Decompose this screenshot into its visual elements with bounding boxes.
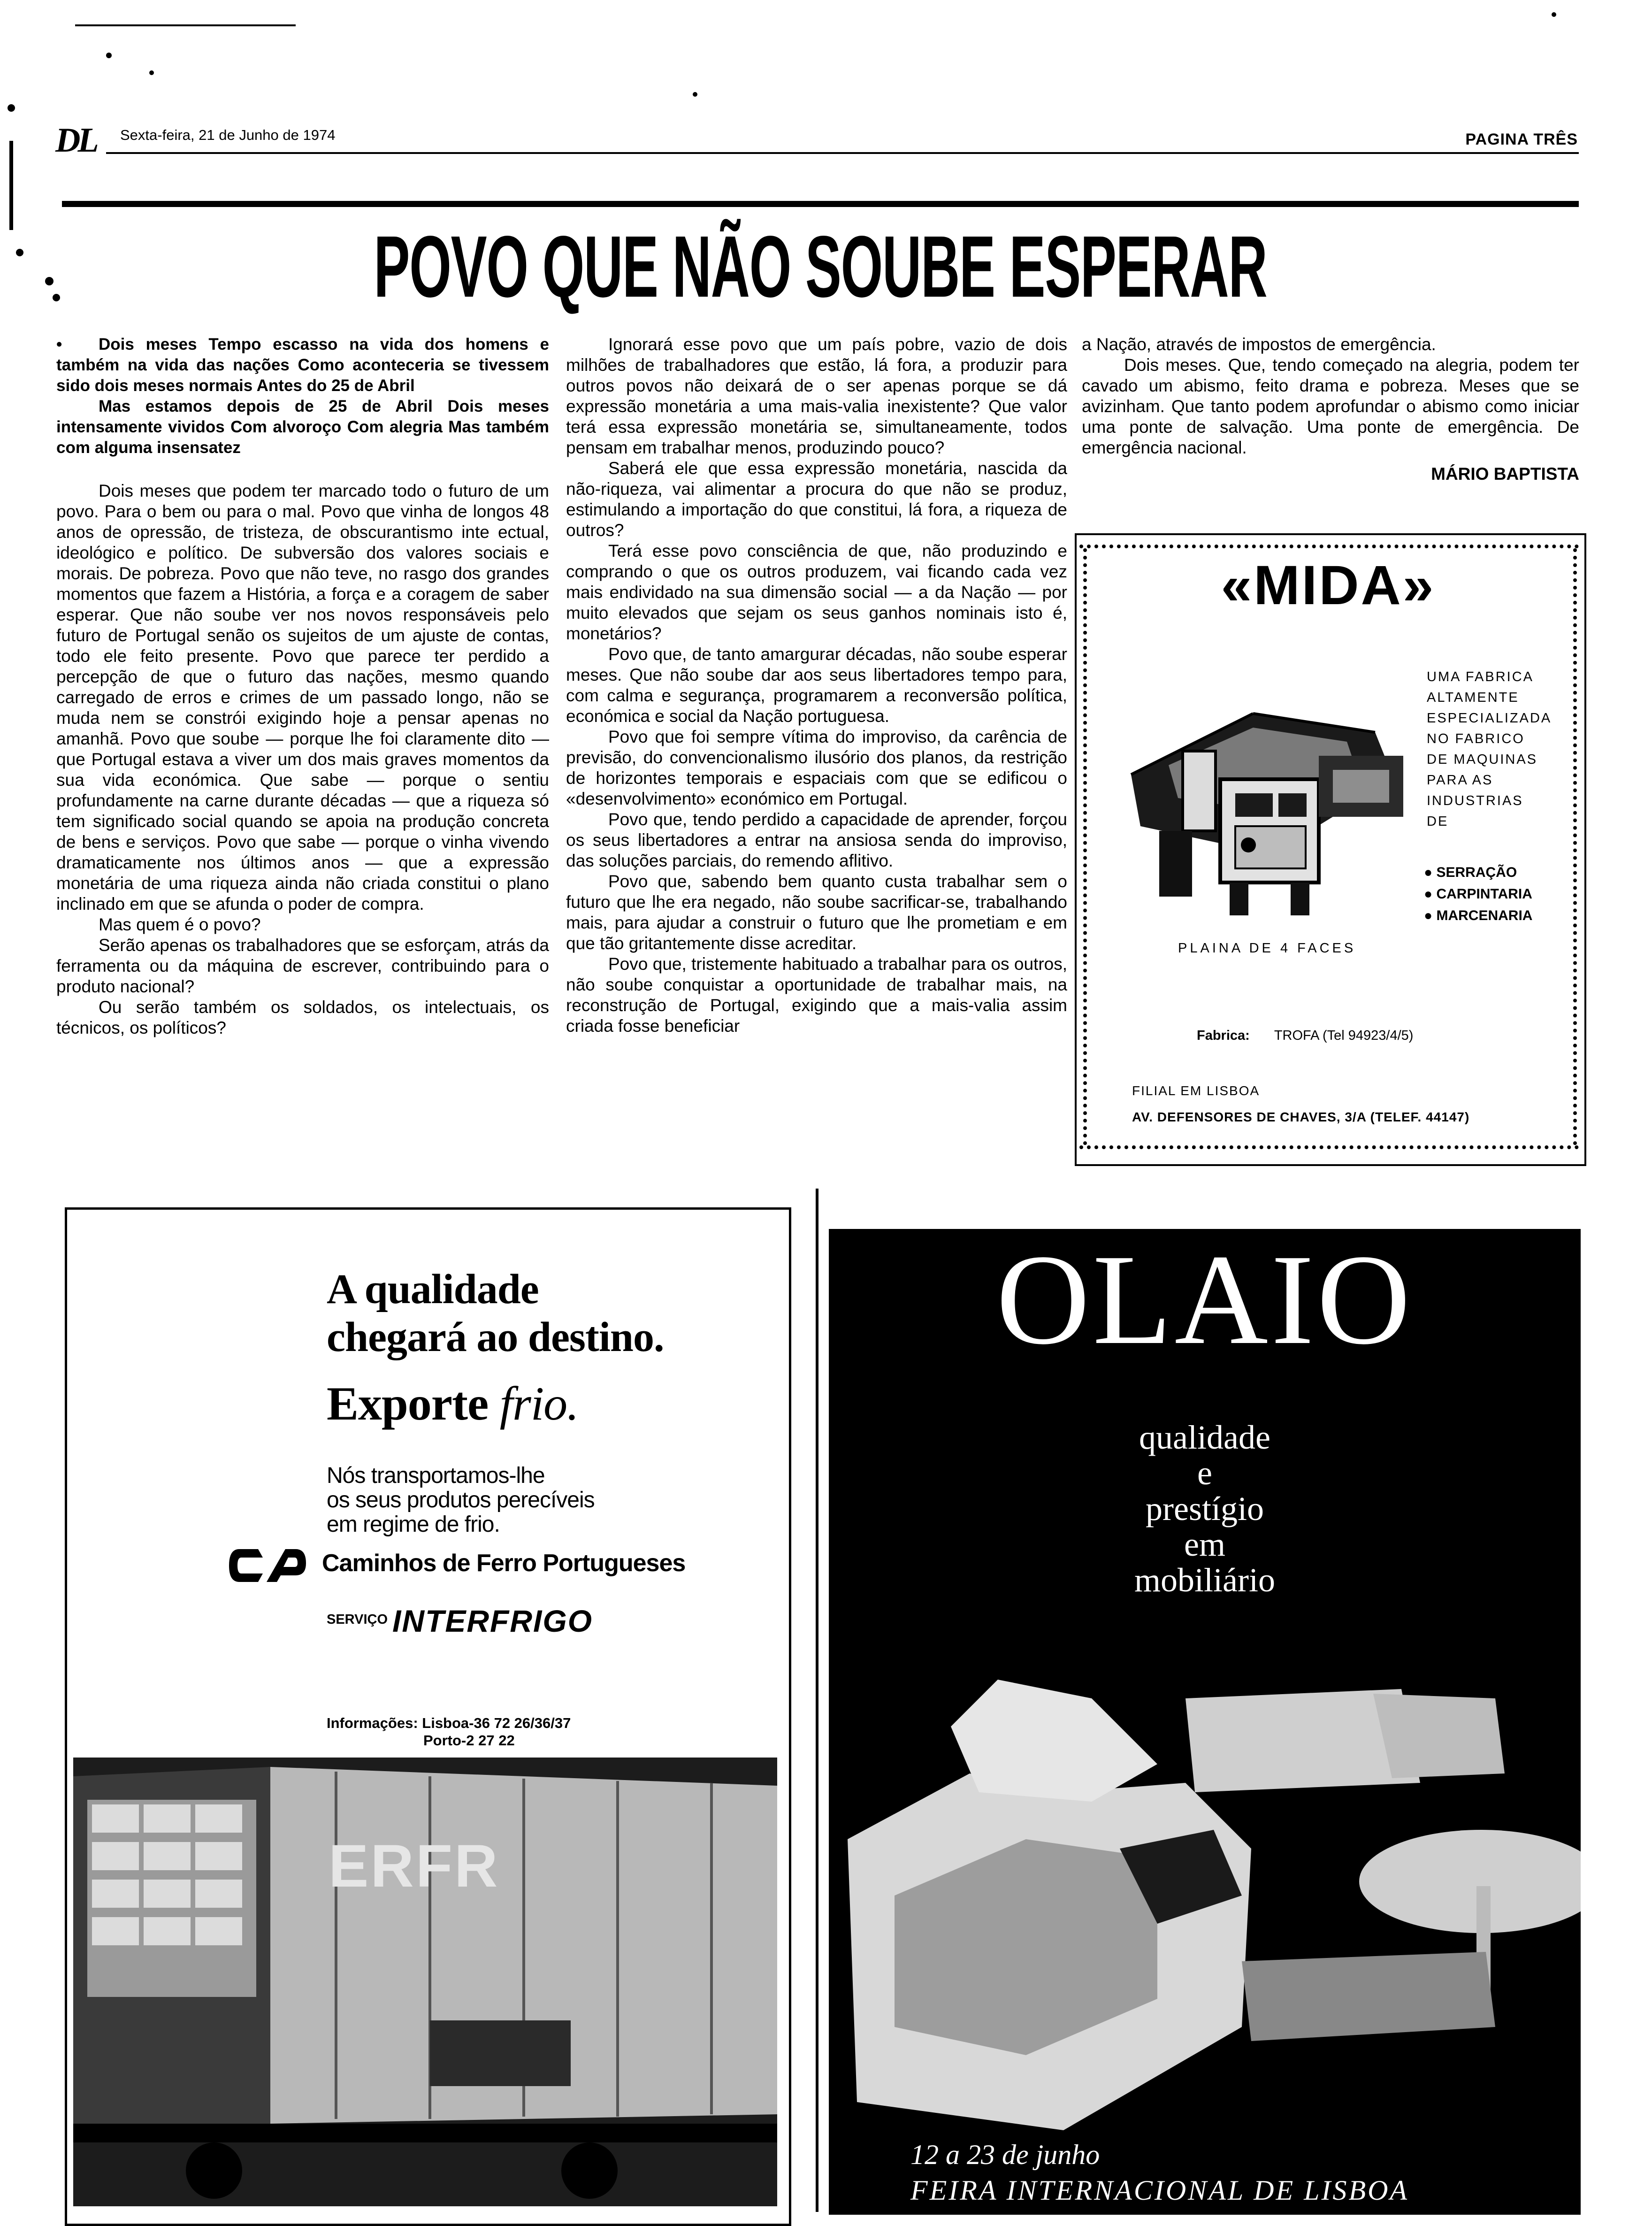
mida-industries-list — [1424, 862, 1574, 927]
list-item: ● MARCENARIA — [1424, 908, 1533, 923]
body-paragraph: Povo que, sabendo bem quanto custa trabalhar sem o futuro que lhe era negado, não soube sacrificar-se, trabalhando mais, para ajudar a construir o futuro que lhe prometiam e em que tão gritantemente disse acreditar. — [566, 872, 1067, 953]
issue-date: Sexta-feira, 21 de Junho de 1974 — [120, 127, 336, 143]
body-paragraph: Dois meses que podem ter marcado todo o futuro de um povo. Para o bem ou para o mal. Povo que vinha de longos 48 anos de opressão, de tristeza, de obscurantismo inte ectual, ideológico e político. De subversão dos valores sociais e morais. De pobreza. Povo que não teve, no rasgo dos grandes momentos que fazem a História, a força e a coragem de saber esperar. Que não soube ver nos novos responsáveis pelo futuro de Portugal senão os sujeitos de um ajuste de contas, todo ele feito presente. Povo que parece ter perdido a percepção de que o futuro das nações, mesmo quando carregado de erros e crimes de um passado longo, não se muda nem se constrói exigindo hoje a pensar apenas no amanhã. Povo que soube — porque lhe foi claramente dito — que Portugal estava a viver um dos mais graves momentos da sua vida económica. Que sabe — porque o sentiu profundamente na carne durante décadas — que a riqueza só tem significado social quando se apoia na produção concreta de bens e serviços. Povo que sabe — porque o vinha vivendo dramaticamente nos últimos anos — que a expressão monetária de uma riqueza ainda não criada constitui o plano inclinado em que se afunda o poder de compra. — [56, 481, 549, 913]
body-paragraph: Mas quem é o povo? — [99, 915, 261, 934]
mida-dotted-border — [1573, 548, 1581, 1145]
scan-speck — [149, 70, 154, 75]
article-headline: POVO QUE NÃO SOUBE ESPERAR — [374, 218, 1267, 315]
body-paragraph: Ignorará esse povo que um país pobre, vazio de dois milhões de trabalhadores que estão, lá fora, a produzir para outros povos não deixará de o ser apenas porque se dá expressão monetária a uma mais-valia inexistente? Que valor terá essa expressão monetária se, simultaneamente, todos pensam em trabalhar menos, produzindo pouco? — [566, 335, 1067, 457]
olaio-brand: OLAIO — [996, 1228, 1414, 1371]
article-column-3 — [1082, 334, 1579, 484]
wagon-illustration — [73, 1758, 777, 2206]
cp-logo-icon — [225, 1544, 310, 1587]
wagon-lettering: ERFR — [329, 1833, 500, 1900]
cp-company-name: Caminhos de Ferro Portugueses — [322, 1550, 686, 1577]
scan-speck — [693, 92, 697, 97]
newspaper-logo: DL — [55, 121, 96, 160]
body-paragraph: Ou serão também os soldados, os intelectuais, os técnicos, os políticos? — [56, 998, 549, 1037]
article-column-1 — [56, 334, 549, 1038]
article-column-2 — [566, 334, 1067, 1036]
mida-factory-info: Fabrica: TROFA (Tel 94923/4/5) — [1197, 1028, 1414, 1043]
cp-body-text: Nós transportamos-lhe os seus produtos perecíveis em regime de frio. — [327, 1463, 595, 1537]
scan-speck — [16, 249, 23, 256]
mida-description: UMA FABRICA ALTAMENTE ESPECIALIZADA NO FABRICO DE MAQUINAS PARA AS INDUSTRIAS DE — [1427, 669, 1552, 829]
cp-service-name: INTERFRIGO — [392, 1604, 593, 1638]
scan-edge-mark — [9, 141, 13, 230]
body-paragraph: Povo que, tristemente habituado a trabalhar para os outros, não soube conquistar a oportunidade de trabalhar mais, na reconstrução de Portugal, exigindo que a mais-valia assim criada fosse beneficiar — [566, 954, 1067, 1036]
mida-brand: «MIDA» — [1221, 554, 1436, 616]
body-paragraph: a Nação, através de impostos de emergência. — [1082, 335, 1436, 354]
cp-headline: A qualidade chegará ao destino. — [327, 1266, 664, 1360]
scan-speck — [106, 53, 112, 58]
scan-rule-top — [75, 24, 296, 26]
planer-machine-image — [1112, 657, 1417, 929]
body-paragraph: Dois meses. Que, tendo começado na alegria, podem ter cavado um abismo, feito drama e pobreza. Meses que se avizinham. Que tanto podem aprofundar o abismo como iniciar uma ponte de salvação. Uma ponte de emergência. De emergência nacional. — [1082, 355, 1579, 457]
olaio-ad — [829, 1229, 1581, 2215]
mida-dotted-border — [1083, 548, 1091, 1145]
scan-speck — [45, 277, 54, 285]
olaio-fair-name: FEIRA INTERNACIONAL DE LISBOA — [910, 2175, 1409, 2206]
machine-caption: PLAINA DE 4 FACES — [1178, 941, 1356, 956]
mida-branch-info: FILIAL EM LISBOA AV. DEFENSORES DE CHAVES, 3/A (TELEF. 44147) — [1132, 1083, 1470, 1124]
cp-contact-info: Informações: Lisboa-36 72 26/36/37 Porto-2 27 22 — [327, 1715, 571, 1749]
refrigerated-wagon-photo — [73, 1758, 777, 2206]
lead-paragraph: Mas estamos depois de 25 de Abril Dois meses intensamente vividos Com alvoroço Com alegria Mas também com alguma insensatez — [56, 397, 549, 457]
olaio-fair-dates: 12 a 23 de junho — [910, 2139, 1100, 2170]
ad-divider — [816, 1189, 818, 2212]
body-paragraph: Serão apenas os trabalhadores que se esforçam, atrás da ferramenta ou da máquina de escrever, contribuindo para o produto nacional? — [56, 936, 549, 996]
mida-dotted-border — [1079, 1145, 1579, 1159]
lead-paragraph: • Dois meses Tempo escasso na vida dos homens e também na vida das nações Como aconteceria se tivessem sido dois meses normais Antes do 25 de Abril — [56, 335, 549, 395]
body-paragraph: Povo que, de tanto amargurar décadas, não soube esperar meses. Que não soube dar aos seus libertadores tempo para, com calma e segurança, programarem a reconversão política, económica e social da Nação portuguesa. — [566, 645, 1067, 726]
cp-export-slogan: Exporte frio. — [327, 1377, 579, 1430]
scan-speck — [8, 104, 15, 112]
olaio-tagline: qualidade e prestígio em mobiliário — [1134, 1419, 1275, 1599]
body-paragraph: Povo que foi sempre vítima do improviso, da carência de previsão, do convencionalismo ilusório dos planos, da restrição de horizontes temporais e espaciais com que se edificou o «desenvolvimento» económico em Portugal. — [566, 727, 1067, 808]
body-paragraph: Povo que, tendo perdido a capacidade de aprender, forçou os seus libertadores a entrar na ansiosa senda do improviso, das soluções parciais, do remendo aflitivo. — [566, 810, 1067, 870]
masthead-rule — [106, 152, 1579, 154]
headline-rule — [62, 201, 1579, 207]
scan-speck — [53, 294, 60, 301]
list-item: ● CARPINTARIA — [1424, 886, 1532, 902]
body-paragraph: Saberá ele que essa expressão monetária, nascida da não-riqueza, vai alimentar a procura do que não se produz, estimulando a importação do que constitui, lá fora, a riqueza de outros? — [566, 459, 1067, 540]
cp-service-label: SERVIÇO — [327, 1612, 388, 1627]
list-item: ● SERRAÇÃO — [1424, 865, 1517, 880]
article-author: MÁRIO BAPTISTA — [1431, 464, 1579, 484]
scan-speck — [1552, 12, 1556, 17]
body-paragraph: Terá esse povo consciência de que, não produzindo e comprando o que os outros produzem, vai ficando cada vez mais endividado na sua dimensão social — a da Nação — por muito elevados que sejam os seus ganhos nominais isto é, monetários? — [566, 541, 1067, 643]
page-label: PAGINA TRÊS — [1465, 130, 1578, 148]
sofa-illustration — [829, 1229, 1581, 2215]
